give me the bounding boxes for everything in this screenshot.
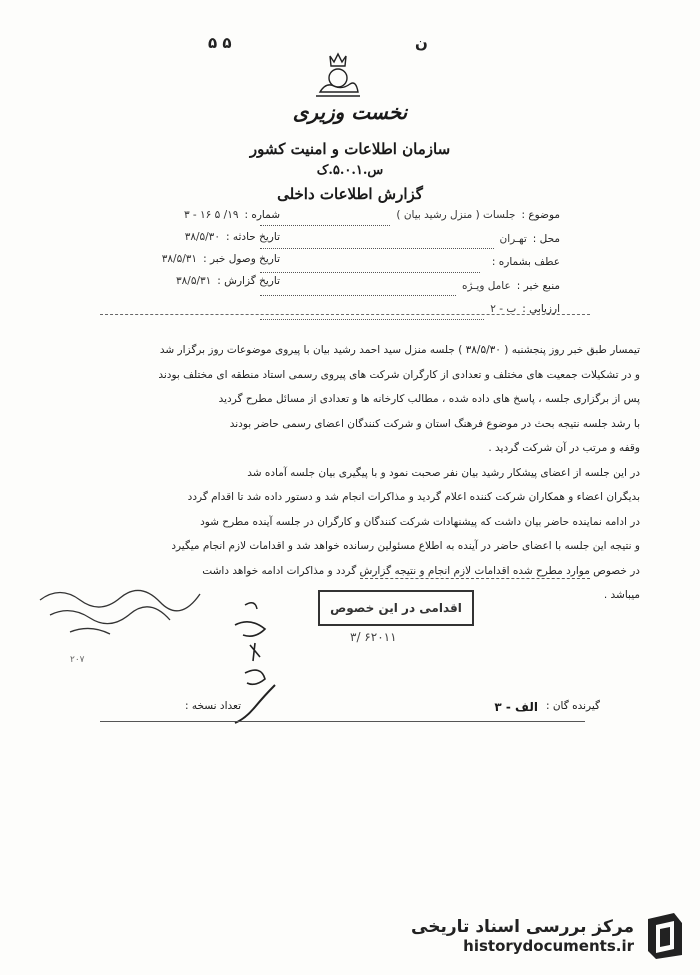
meta-row-event-date: تاریخ حادثه : ۳۸/۵/۳۰ bbox=[184, 231, 280, 243]
distribution-label: گیرنده گان : bbox=[545, 700, 600, 712]
organization-name: سازمان اطلاعات و امنیت کشور bbox=[249, 140, 451, 158]
report-title: گزارش اطلاعات داخلی bbox=[277, 185, 423, 203]
body-line: میباشد . bbox=[603, 589, 640, 601]
action-stamp-number: ۳/ ۶۲۰۱۱ bbox=[350, 630, 397, 644]
meta-right-block bbox=[260, 209, 560, 327]
corner-mark-left: ن bbox=[415, 34, 428, 52]
handwritten-note-icon bbox=[30, 580, 210, 650]
body-line: تیمسار طبق خبر روز پنجشنبه ( ۳۸/۵/۳۰ ) جلسه منزل سید احمد رشید بیان با پیروی موضوعات روز برگزار شد bbox=[159, 344, 640, 356]
archive-logo-icon bbox=[642, 911, 688, 961]
handwritten-number: ۲۰۷ bbox=[70, 655, 85, 665]
meta-left-block bbox=[60, 209, 280, 297]
distribution-line bbox=[494, 700, 600, 714]
watermark-url: historydocuments.ir bbox=[463, 937, 634, 955]
ministry-title: نخست وزیری bbox=[292, 100, 408, 124]
meta-row-report-date: تاریخ گزارش : ۳۸/۵/۳۱ bbox=[176, 275, 280, 287]
distribution-value: الف - ۳ bbox=[494, 700, 538, 714]
header-divider bbox=[100, 314, 590, 315]
body-line: در ادامه نماینده حاضر بیان داشت که پیشنهادات شرکت کنندگان و کارگران در جلسه آینده مطرح شود bbox=[200, 515, 640, 528]
lion-and-sun-emblem-icon bbox=[312, 52, 364, 100]
meta-row-location: محل : تهـران bbox=[260, 233, 560, 257]
meta-row-received-date: تاریخ وصول خبر : ۳۸/۵/۳۱ bbox=[161, 253, 280, 265]
body-line: در این جلسه از اعضای پیشکار رشید بیان نفر صحبت نمود و با پیگیری بیان جلسه آماده شد bbox=[247, 466, 640, 479]
archive-watermark bbox=[410, 905, 688, 967]
meta-row-subject: موضوع : جلسات ( منزل رشید بیان ) bbox=[260, 209, 560, 233]
watermark-name: مرکز بررسی اسناد تاریخی bbox=[411, 917, 634, 937]
report-body bbox=[60, 338, 640, 608]
meta-row-number: شماره : ۱۹/ ۵ ۱۶ - ۳ bbox=[183, 209, 280, 221]
office-code: س.۵.۰.۱.ک bbox=[316, 163, 384, 178]
meta-row-reference: عطف بشماره : bbox=[260, 256, 560, 280]
body-line: وقفه و مرتب در آن شرکت گردید . bbox=[488, 442, 640, 454]
meta-row-evaluation: ارزیابی : ب - ۲ bbox=[260, 303, 560, 327]
meta-row-source: منبع خبر : عامل ویـژه bbox=[260, 280, 560, 304]
body-line: و نتیجه این جلسه با اعضای حاضر در آینده به اطلاع مسئولین رسانده خواهد شد و اقدامات لازم انجام میگیرد bbox=[171, 540, 640, 552]
body-line: و در تشکیلات جمعیت های مختلف و تعدادی از کارگران شرکت های پیروی رسمی استاد منطقه ای مختلف بودند bbox=[158, 368, 640, 381]
footer-divider bbox=[100, 721, 585, 722]
corner-mark-right: ۵ ۵ bbox=[208, 34, 232, 52]
body-line: با رشد جلسه نتیجه بحث در موضوع فرهنگ استان و شرکت کنندگان اعضای رسمی حاضر بودند bbox=[229, 417, 640, 430]
action-stamp: اقدامی در این خصوص bbox=[318, 590, 474, 626]
copies-label: تعداد نسخه : bbox=[185, 700, 242, 712]
body-line: در خصوص موارد مطرح شده اقدامات لازم انجام و نتیجه گزارش گردد و مذاکرات ادامه خواهد داشت bbox=[202, 564, 640, 577]
body-end-line bbox=[360, 578, 590, 579]
body-line: بدیگران اعضاء و همکاران شرکت کننده اعلام گردید و مذاکرات انجام شد و دستور داده شد تا اقدام گردد bbox=[187, 491, 640, 503]
body-line: پس از برگزاری جلسه ، پاسخ های داده شده ، مطالب کارخانه ها و تعدادی از مسائل مطرح گردید bbox=[218, 393, 640, 405]
